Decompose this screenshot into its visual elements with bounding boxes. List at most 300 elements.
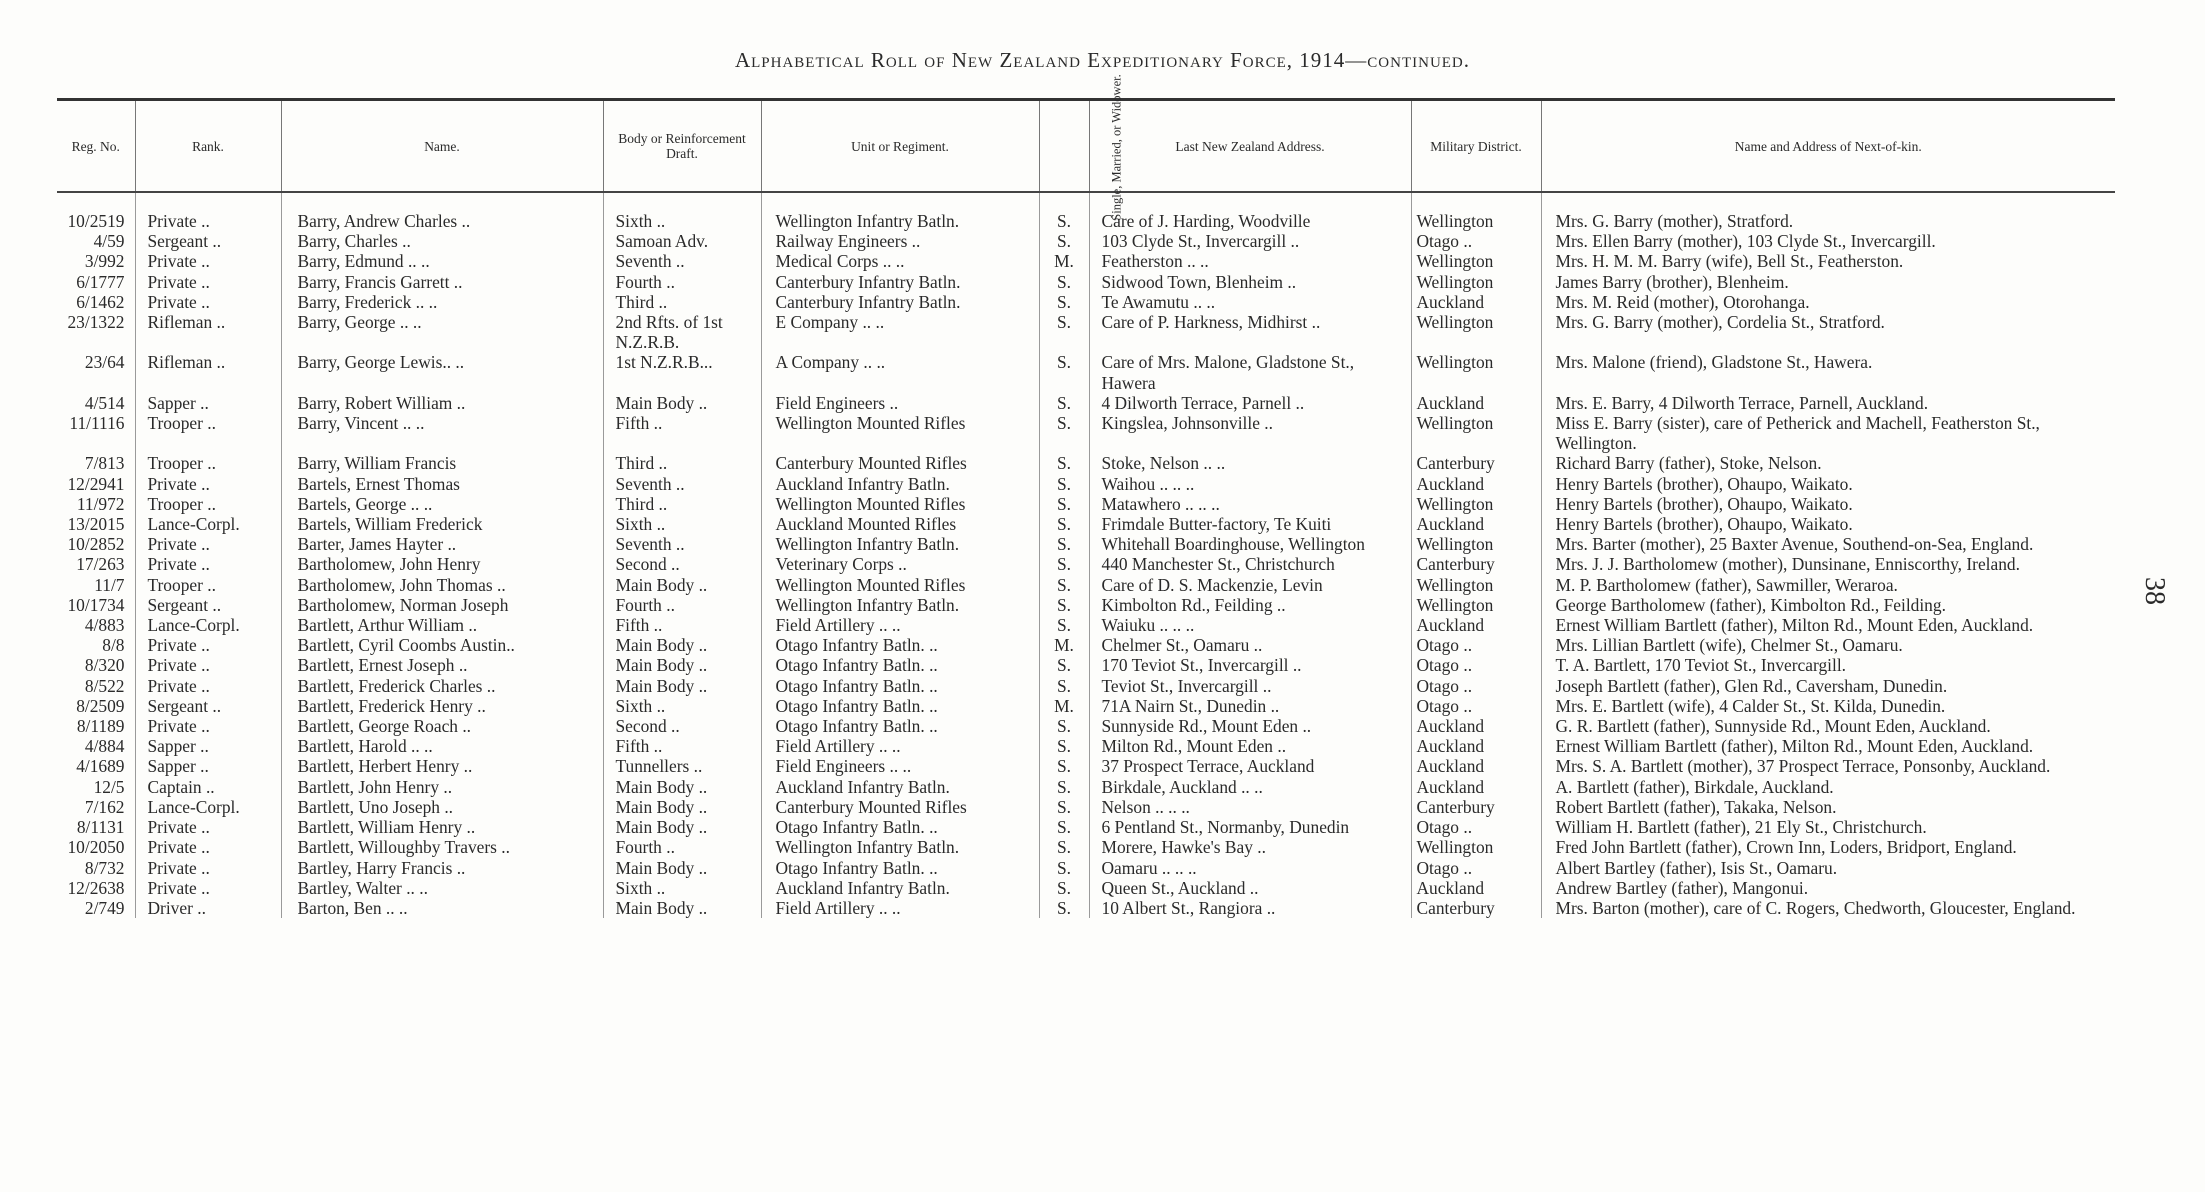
rank-cell: Sapper ..	[135, 736, 281, 756]
kin-cell: Ernest William Bartlett (father), Milton Rd., Mount Eden, Auckland.	[1555, 615, 2034, 636]
district-cell: Otago ..	[1411, 655, 1541, 675]
rank-cell: Private ..	[135, 272, 281, 292]
reg-no-cell: 4/1689	[57, 756, 135, 776]
unit-cell: Auckland Infantry Batln.	[761, 878, 1039, 898]
body-cell: Fifth ..	[603, 413, 761, 453]
kin-cell: Robert Bartlett (father), Takaka, Nelson.	[1555, 796, 1837, 817]
district-cell: Canterbury	[1411, 797, 1541, 817]
rank-cell: Trooper ..	[135, 494, 281, 514]
body-cell: Main Body ..	[603, 655, 761, 675]
header-marital-label: Single, Married, or Widower.	[1109, 73, 1124, 221]
name-cell: Bartlett, Uno Joseph ..	[281, 797, 603, 817]
address-cell: Frimdale Butter-factory, Te Kuiti	[1089, 514, 1411, 534]
kin-cell: Mrs. Malone (friend), Gladstone St., Hawera.	[1555, 352, 1873, 373]
reg-no-cell: 8/1189	[57, 716, 135, 736]
address-cell: Waihou .. .. ..	[1089, 474, 1411, 494]
table-row	[57, 898, 2115, 918]
name-cell: Bartlett, Cyril Coombs Austin..	[281, 635, 603, 655]
name-cell: Barry, George .. ..	[281, 312, 603, 352]
reg-no-cell: 3/992	[57, 251, 135, 271]
marital-cell: S.	[1039, 292, 1089, 312]
address-cell: Birkdale, Auckland .. ..	[1089, 777, 1411, 797]
table-row	[57, 393, 2115, 413]
body-cell: Fifth ..	[603, 615, 761, 635]
table-row	[57, 878, 2115, 898]
body-cell: Main Body ..	[603, 676, 761, 696]
reg-no-cell: 8/8	[57, 635, 135, 655]
table-row	[57, 554, 2115, 574]
name-cell: Bartlett, Harold .. ..	[281, 736, 603, 756]
unit-cell: Otago Infantry Batln. ..	[761, 676, 1039, 696]
rank-cell: Captain ..	[135, 777, 281, 797]
body-cell: Third ..	[603, 453, 761, 473]
unit-cell: Railway Engineers ..	[761, 231, 1039, 251]
kin-cell: Mrs. M. Reid (mother), Otorohanga.	[1555, 291, 1810, 312]
table-row	[57, 696, 2115, 716]
marital-cell: S.	[1039, 858, 1089, 878]
address-cell: Matawhero .. .. ..	[1089, 494, 1411, 514]
kin-cell: Fred John Bartlett (father), Crown Inn, Loders, Bridport, England.	[1555, 837, 2017, 858]
table-row	[57, 655, 2115, 675]
kin-cell: Miss E. Barry (sister), care of Petherick and Machell, Featherston St., Wellington.	[1555, 413, 2040, 454]
body-cell: Main Body ..	[603, 797, 761, 817]
district-cell: Otago ..	[1411, 817, 1541, 837]
reg-no-cell: 4/884	[57, 736, 135, 756]
reg-no-cell: 11/7	[57, 575, 135, 595]
body-cell: 1st N.Z.R.B...	[603, 352, 761, 392]
address-cell: Oamaru .. .. ..	[1089, 858, 1411, 878]
reg-no-cell: 4/514	[57, 393, 135, 413]
body-cell: Fourth ..	[603, 595, 761, 615]
marital-cell: S.	[1039, 272, 1089, 292]
address-cell: 170 Teviot St., Invercargill ..	[1089, 655, 1411, 675]
kin-cell: Mrs. Barton (mother), care of C. Rogers, Chedworth, Gloucester, England.	[1555, 897, 2076, 918]
unit-cell: Wellington Mounted Rifles	[761, 575, 1039, 595]
kin-cell: Richard Barry (father), Stoke, Nelson.	[1555, 453, 1822, 474]
district-cell: Wellington	[1411, 413, 1541, 453]
rank-cell: Sapper ..	[135, 393, 281, 413]
marital-cell: S.	[1039, 716, 1089, 736]
kin-cell: G. R. Bartlett (father), Sunnyside Rd., Mount Eden, Auckland.	[1555, 716, 1991, 737]
table-row	[57, 292, 2115, 312]
district-cell: Wellington	[1411, 575, 1541, 595]
address-cell: Milton Rd., Mount Eden ..	[1089, 736, 1411, 756]
unit-cell: Otago Infantry Batln. ..	[761, 817, 1039, 837]
name-cell: Bartlett, John Henry ..	[281, 777, 603, 797]
unit-cell: Field Artillery .. ..	[761, 898, 1039, 918]
table-row	[57, 312, 2115, 352]
district-cell: Otago ..	[1411, 231, 1541, 251]
table-row	[57, 575, 2115, 595]
kin-cell: Henry Bartels (brother), Ohaupo, Waikato.	[1555, 493, 1853, 514]
unit-cell: Otago Infantry Batln. ..	[761, 696, 1039, 716]
kin-cell: Andrew Bartley (father), Mangonui.	[1555, 877, 1809, 898]
district-cell: Auckland	[1411, 615, 1541, 635]
reg-no-cell: 10/2852	[57, 534, 135, 554]
body-cell: Main Body ..	[603, 393, 761, 413]
table-row	[57, 756, 2115, 776]
marital-cell: S.	[1039, 575, 1089, 595]
rank-cell: Lance-Corpl.	[135, 797, 281, 817]
kin-cell: Mrs. Ellen Barry (mother), 103 Clyde St., Invercargill.	[1555, 231, 1936, 252]
address-cell: Te Awamutu .. ..	[1089, 292, 1411, 312]
name-cell: Bartels, George .. ..	[281, 494, 603, 514]
unit-cell: Field Engineers ..	[761, 393, 1039, 413]
name-cell: Bartlett, Arthur William ..	[281, 615, 603, 635]
marital-cell: S.	[1039, 676, 1089, 696]
body-cell: Fourth ..	[603, 272, 761, 292]
roll-table	[57, 73, 2115, 918]
unit-cell: Wellington Infantry Batln.	[761, 837, 1039, 857]
district-cell: Wellington	[1411, 534, 1541, 554]
name-cell: Barter, James Hayter ..	[281, 534, 603, 554]
table-row	[57, 352, 2115, 392]
table-row	[57, 413, 2115, 453]
marital-cell: S.	[1039, 756, 1089, 776]
unit-cell: Auckland Infantry Batln.	[761, 474, 1039, 494]
reg-no-cell: 10/2519	[57, 192, 135, 231]
unit-cell: Wellington Infantry Batln.	[761, 534, 1039, 554]
name-cell: Bartley, Walter .. ..	[281, 878, 603, 898]
header-kin: Name and Address of Next-of-kin.	[1541, 100, 2115, 193]
reg-no-cell: 17/263	[57, 554, 135, 574]
unit-cell: Field Artillery .. ..	[761, 615, 1039, 635]
district-cell: Wellington	[1411, 595, 1541, 615]
marital-cell: S.	[1039, 736, 1089, 756]
table-row	[57, 474, 2115, 494]
name-cell: Bartlett, Frederick Henry ..	[281, 696, 603, 716]
reg-no-cell: 10/2050	[57, 837, 135, 857]
body-cell: Main Body ..	[603, 777, 761, 797]
reg-no-cell: 23/1322	[57, 312, 135, 352]
kin-cell: William H. Bartlett (father), 21 Ely St., Christchurch.	[1555, 817, 1927, 838]
body-cell: Sixth ..	[603, 514, 761, 534]
marital-cell: S.	[1039, 837, 1089, 857]
address-cell: Featherston .. ..	[1089, 251, 1411, 271]
district-cell: Wellington	[1411, 494, 1541, 514]
address-cell: 440 Manchester St., Christchurch	[1089, 554, 1411, 574]
district-cell: Canterbury	[1411, 898, 1541, 918]
rank-cell: Sergeant ..	[135, 231, 281, 251]
body-cell: Samoan Adv.	[603, 231, 761, 251]
page-number: 38	[2139, 577, 2170, 605]
reg-no-cell: 8/320	[57, 655, 135, 675]
marital-cell: S.	[1039, 655, 1089, 675]
unit-cell: Otago Infantry Batln. ..	[761, 858, 1039, 878]
marital-cell: M.	[1039, 635, 1089, 655]
marital-cell: S.	[1039, 534, 1089, 554]
table-row	[57, 192, 2115, 231]
rank-cell: Private ..	[135, 251, 281, 271]
rank-cell: Rifleman ..	[135, 352, 281, 392]
name-cell: Bartlett, Herbert Henry ..	[281, 756, 603, 776]
address-cell: Teviot St., Invercargill ..	[1089, 676, 1411, 696]
district-cell: Wellington	[1411, 272, 1541, 292]
rank-cell: Private ..	[135, 292, 281, 312]
name-cell: Barton, Ben .. ..	[281, 898, 603, 918]
name-cell: Bartels, William Frederick	[281, 514, 603, 534]
body-cell: Main Body ..	[603, 635, 761, 655]
reg-no-cell: 6/1462	[57, 292, 135, 312]
body-cell: Sixth ..	[603, 696, 761, 716]
rank-cell: Private ..	[135, 554, 281, 574]
name-cell: Bartlett, Willoughby Travers ..	[281, 837, 603, 857]
reg-no-cell: 13/2015	[57, 514, 135, 534]
name-cell: Bartels, Ernest Thomas	[281, 474, 603, 494]
marital-cell: S.	[1039, 514, 1089, 534]
unit-cell: Wellington Mounted Rifles	[761, 413, 1039, 453]
rank-cell: Trooper ..	[135, 453, 281, 473]
district-cell: Auckland	[1411, 514, 1541, 534]
district-cell: Auckland	[1411, 393, 1541, 413]
address-cell: Chelmer St., Oamaru ..	[1089, 635, 1411, 655]
address-cell: Care of J. Harding, Woodville	[1089, 192, 1411, 231]
table-row	[57, 514, 2115, 534]
address-cell: Morere, Hawke's Bay ..	[1089, 837, 1411, 857]
kin-cell: George Bartholomew (father), Kimbolton Rd., Feilding.	[1555, 594, 1946, 615]
rank-cell: Private ..	[135, 878, 281, 898]
rank-cell: Private ..	[135, 534, 281, 554]
name-cell: Bartholomew, John Thomas ..	[281, 575, 603, 595]
body-cell: Main Body ..	[603, 817, 761, 837]
kin-cell: M. P. Bartholomew (father), Sawmiller, Weraroa.	[1555, 574, 1898, 595]
address-cell: Care of D. S. Mackenzie, Levin	[1089, 575, 1411, 595]
unit-cell: Canterbury Mounted Rifles	[761, 453, 1039, 473]
rank-cell: Rifleman ..	[135, 312, 281, 352]
unit-cell: Medical Corps .. ..	[761, 251, 1039, 271]
header-name: Name.	[281, 100, 603, 193]
rank-cell: Private ..	[135, 676, 281, 696]
body-cell: Sixth ..	[603, 878, 761, 898]
address-cell: 10 Albert St., Rangiora ..	[1089, 898, 1411, 918]
marital-cell: S.	[1039, 797, 1089, 817]
body-cell: Fourth ..	[603, 837, 761, 857]
table-row	[57, 494, 2115, 514]
body-cell: Sixth ..	[603, 192, 761, 231]
district-cell: Auckland	[1411, 878, 1541, 898]
rank-cell: Private ..	[135, 858, 281, 878]
body-cell: Main Body ..	[603, 898, 761, 918]
address-cell: Kingslea, Johnsonville ..	[1089, 413, 1411, 453]
unit-cell: Otago Infantry Batln. ..	[761, 635, 1039, 655]
address-cell: 4 Dilworth Terrace, Parnell ..	[1089, 393, 1411, 413]
district-cell: Wellington	[1411, 312, 1541, 352]
rank-cell: Lance-Corpl.	[135, 514, 281, 534]
kin-cell: Albert Bartley (father), Isis St., Oamaru.	[1555, 857, 1838, 878]
name-cell: Bartholomew, Norman Joseph	[281, 595, 603, 615]
table-row	[57, 736, 2115, 756]
address-cell: 37 Prospect Terrace, Auckland	[1089, 756, 1411, 776]
unit-cell: Veterinary Corps ..	[761, 554, 1039, 574]
address-cell: 71A Nairn St., Dunedin ..	[1089, 696, 1411, 716]
kin-cell: Henry Bartels (brother), Ohaupo, Waikato.	[1555, 473, 1853, 494]
body-cell: Second ..	[603, 554, 761, 574]
reg-no-cell: 8/522	[57, 676, 135, 696]
name-cell: Bartlett, Frederick Charles ..	[281, 676, 603, 696]
body-cell: Third ..	[603, 494, 761, 514]
marital-cell: S.	[1039, 554, 1089, 574]
kin-cell: Ernest William Bartlett (father), Milton Rd., Mount Eden, Auckland.	[1555, 736, 2034, 757]
marital-cell: S.	[1039, 615, 1089, 635]
district-cell: Auckland	[1411, 736, 1541, 756]
address-cell: 103 Clyde St., Invercargill ..	[1089, 231, 1411, 251]
body-cell: Tunnellers ..	[603, 756, 761, 776]
unit-cell: E Company .. ..	[761, 312, 1039, 352]
unit-cell: Otago Infantry Batln. ..	[761, 655, 1039, 675]
district-cell: Otago ..	[1411, 676, 1541, 696]
rank-cell: Driver ..	[135, 898, 281, 918]
marital-cell: S.	[1039, 393, 1089, 413]
reg-no-cell: 8/1131	[57, 817, 135, 837]
rank-cell: Private ..	[135, 474, 281, 494]
table-row	[57, 716, 2115, 736]
district-cell: Auckland	[1411, 292, 1541, 312]
name-cell: Barry, Frederick .. ..	[281, 292, 603, 312]
name-cell: Barry, Francis Garrett ..	[281, 272, 603, 292]
district-cell: Auckland	[1411, 474, 1541, 494]
reg-no-cell: 6/1777	[57, 272, 135, 292]
body-cell: Third ..	[603, 292, 761, 312]
reg-no-cell: 11/972	[57, 494, 135, 514]
marital-cell: S.	[1039, 474, 1089, 494]
body-cell: Seventh ..	[603, 534, 761, 554]
reg-no-cell: 7/813	[57, 453, 135, 473]
reg-no-cell: 4/883	[57, 615, 135, 635]
table-row	[57, 272, 2115, 292]
address-cell: Care of Mrs. Malone, Gladstone St., Hawera	[1089, 352, 1411, 392]
body-cell: Seventh ..	[603, 474, 761, 494]
address-cell: Care of P. Harkness, Midhirst ..	[1089, 312, 1411, 352]
kin-cell: Mrs. G. Barry (mother), Stratford.	[1555, 211, 1794, 231]
name-cell: Bartley, Harry Francis ..	[281, 858, 603, 878]
district-cell: Otago ..	[1411, 858, 1541, 878]
address-cell: Sidwood Town, Blenheim ..	[1089, 272, 1411, 292]
address-cell: Whitehall Boardinghouse, Wellington	[1089, 534, 1411, 554]
body-cell: Main Body ..	[603, 858, 761, 878]
district-cell: Otago ..	[1411, 635, 1541, 655]
district-cell: Canterbury	[1411, 554, 1541, 574]
name-cell: Barry, Charles ..	[281, 231, 603, 251]
reg-no-cell: 8/732	[57, 858, 135, 878]
address-cell: 6 Pentland St., Normanby, Dunedin	[1089, 817, 1411, 837]
table-row	[57, 231, 2115, 251]
district-cell: Wellington	[1411, 837, 1541, 857]
district-cell: Wellington	[1411, 352, 1541, 392]
kin-cell: Henry Bartels (brother), Ohaupo, Waikato.	[1555, 514, 1853, 535]
marital-cell: M.	[1039, 696, 1089, 716]
rank-cell: Sergeant ..	[135, 595, 281, 615]
address-cell: Queen St., Auckland ..	[1089, 878, 1411, 898]
marital-cell: S.	[1039, 817, 1089, 837]
header-rank: Rank.	[135, 100, 281, 193]
name-cell: Bartlett, William Henry ..	[281, 817, 603, 837]
reg-no-cell: 12/5	[57, 777, 135, 797]
name-cell: Bartlett, Ernest Joseph ..	[281, 655, 603, 675]
reg-no-cell: 12/2638	[57, 878, 135, 898]
reg-no-cell: 11/1116	[57, 413, 135, 453]
rank-cell: Private ..	[135, 817, 281, 837]
header-unit: Unit or Regiment.	[761, 100, 1039, 193]
marital-cell: S.	[1039, 231, 1089, 251]
rank-cell: Trooper ..	[135, 575, 281, 595]
body-cell: 2nd Rfts. of 1st N.Z.R.B.	[603, 312, 761, 352]
rank-cell: Sapper ..	[135, 756, 281, 776]
kin-cell: Mrs. S. A. Bartlett (mother), 37 Prospect Terrace, Ponsonby, Auckland.	[1555, 756, 2051, 777]
table-row	[57, 453, 2115, 473]
kin-cell: Mrs. H. M. M. Barry (wife), Bell St., Featherston.	[1555, 251, 1904, 272]
table-row	[57, 534, 2115, 554]
table-row	[57, 676, 2115, 696]
marital-cell: S.	[1039, 453, 1089, 473]
header-address: Last New Zealand Address.	[1089, 100, 1411, 193]
marital-cell: S.	[1039, 192, 1089, 231]
rank-cell: Trooper ..	[135, 413, 281, 453]
marital-cell: S.	[1039, 898, 1089, 918]
district-cell: Auckland	[1411, 716, 1541, 736]
kin-cell: Mrs. E. Barry, 4 Dilworth Terrace, Parnell, Auckland.	[1555, 392, 1929, 413]
header-body: Body or Reinforcement Draft.	[603, 100, 761, 193]
body-cell: Second ..	[603, 716, 761, 736]
kin-cell: Mrs. G. Barry (mother), Cordelia St., Stratford.	[1555, 312, 1885, 333]
district-cell: Canterbury	[1411, 453, 1541, 473]
unit-cell: Canterbury Mounted Rifles	[761, 797, 1039, 817]
unit-cell: Otago Infantry Batln. ..	[761, 716, 1039, 736]
body-cell: Seventh ..	[603, 251, 761, 271]
marital-cell: S.	[1039, 777, 1089, 797]
marital-cell: S.	[1039, 878, 1089, 898]
unit-cell: Canterbury Infantry Batln.	[761, 272, 1039, 292]
marital-cell: M.	[1039, 251, 1089, 271]
district-cell: Wellington	[1411, 251, 1541, 271]
address-cell: Nelson .. .. ..	[1089, 797, 1411, 817]
rank-cell: Lance-Corpl.	[135, 615, 281, 635]
kin-cell: Mrs. Barter (mother), 25 Baxter Avenue, Southend-on-Sea, England.	[1555, 534, 2034, 555]
kin-cell: Mrs. J. J. Bartholomew (mother), Dunsinane, Enniscorthy, Ireland.	[1555, 554, 2020, 575]
unit-cell: Field Engineers .. ..	[761, 756, 1039, 776]
reg-no-cell: 4/59	[57, 231, 135, 251]
table-row	[57, 595, 2115, 615]
table-row	[57, 777, 2115, 797]
name-cell: Bartlett, George Roach ..	[281, 716, 603, 736]
district-cell: Wellington	[1411, 192, 1541, 231]
kin-cell: T. A. Bartlett, 170 Teviot St., Invercargill.	[1555, 655, 1847, 676]
unit-cell: Auckland Mounted Rifles	[761, 514, 1039, 534]
address-cell: Waiuku .. .. ..	[1089, 615, 1411, 635]
table-row	[57, 635, 2115, 655]
marital-cell: S.	[1039, 352, 1089, 392]
table-row	[57, 858, 2115, 878]
table-row	[57, 251, 2115, 271]
table-row	[57, 817, 2115, 837]
unit-cell: Auckland Infantry Batln.	[761, 777, 1039, 797]
marital-cell: S.	[1039, 494, 1089, 514]
header-marital	[1039, 73, 1124, 221]
table-row	[57, 615, 2115, 635]
rank-cell: Private ..	[135, 192, 281, 231]
district-cell: Auckland	[1411, 777, 1541, 797]
name-cell: Barry, Edmund .. ..	[281, 251, 603, 271]
marital-cell: S.	[1039, 595, 1089, 615]
unit-cell: Wellington Infantry Batln.	[761, 192, 1039, 231]
table-row	[57, 837, 2115, 857]
address-cell: Kimbolton Rd., Feilding ..	[1089, 595, 1411, 615]
district-cell: Auckland	[1411, 756, 1541, 776]
name-cell: Barry, Andrew Charles ..	[281, 192, 603, 231]
rank-cell: Private ..	[135, 837, 281, 857]
header-reg-no: Reg. No.	[57, 100, 135, 193]
name-cell: Barry, George Lewis.. ..	[281, 352, 603, 392]
kin-cell: A. Bartlett (father), Birkdale, Auckland.	[1555, 776, 1834, 797]
